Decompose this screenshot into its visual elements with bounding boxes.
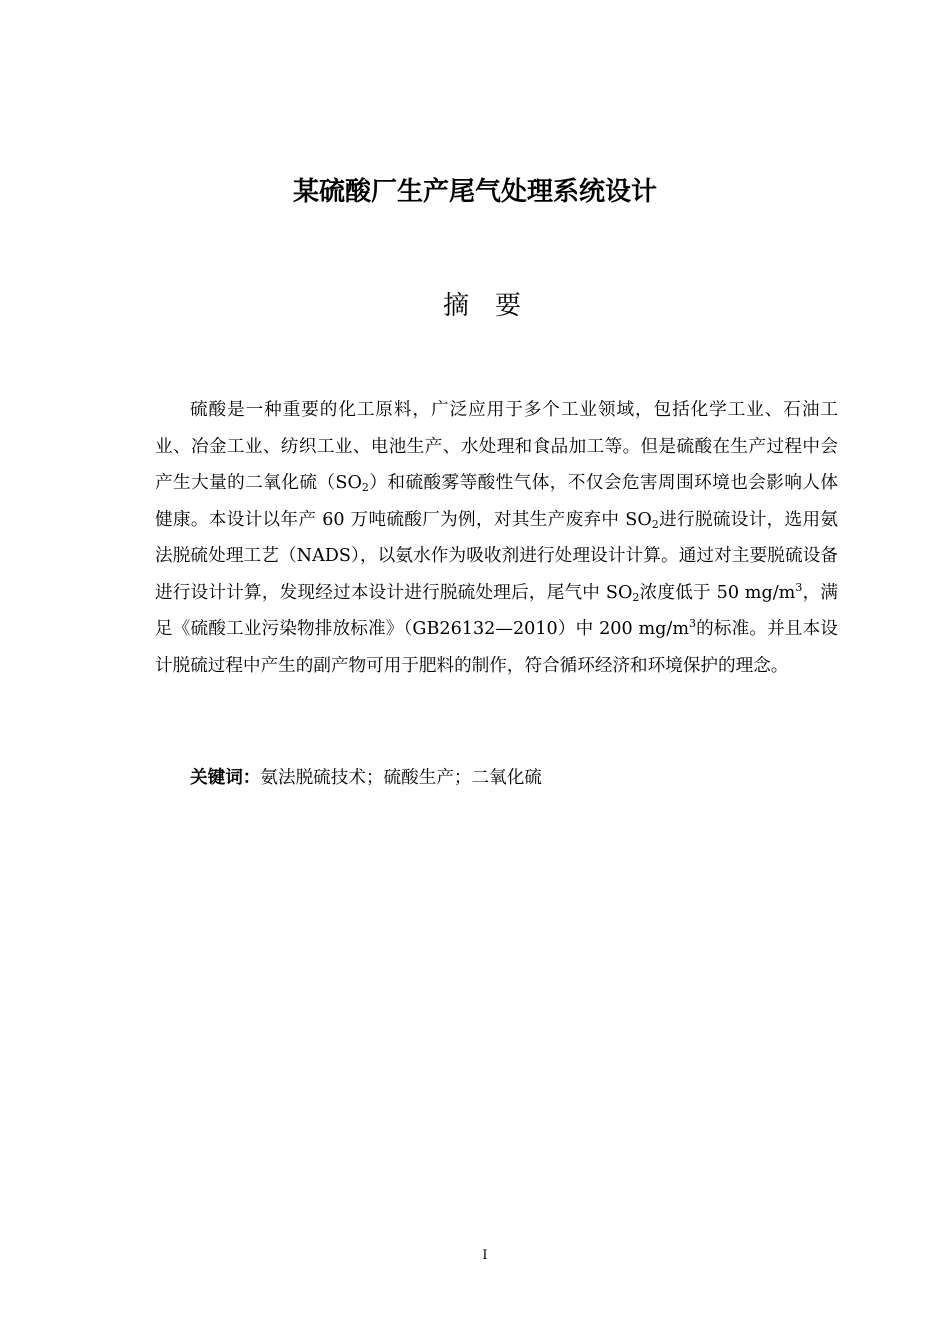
abstract-text-2: ）和硫酸雾等酸性气体，不仅会危害周围环境也会影响人体健康。本设计以年产 60 万吨硫酸厂为例，对其生产废弃中 SO	[155, 473, 838, 530]
keywords-text: 氨法脱硫技术；硫酸生产；二氧化硫	[260, 768, 542, 788]
page-number: I	[482, 1248, 488, 1263]
abstract-text-4: 浓度低于 50 mg/m	[639, 582, 796, 603]
keywords-label: 关键词：	[190, 768, 261, 788]
subscript-2: 2	[651, 517, 659, 531]
superscript-3: 3	[689, 617, 696, 630]
abstract-text-3: 进行脱硫设计，选用氨法脱硫处理工艺（NADS），以氨水作为吸收剂进行处理设计计算。通过对主要脱硫设备进行设计计算，发现经过本设计进行脱硫处理后，尾气中 SO	[155, 509, 838, 603]
document-title: 某硫酸厂生产尾气处理系统设计	[292, 177, 657, 207]
keywords-line	[190, 763, 542, 793]
subscript-2: 2	[632, 590, 640, 604]
abstract-heading: 摘要	[442, 291, 547, 321]
abstract-text-5: ，满足《硫酸工业污染物排放标准》（GB26132—2010）中 200 mg/m	[155, 582, 838, 639]
abstract-text-1: 硫酸是一种重要的化工原料，广泛应用于多个工业领域，包括化学工业、石油工业、冶金工业、纺织工业、电池生产、水处理和食品加工等。但是硫酸在生产过程中会产生大量的二氧化硫（SO	[155, 400, 838, 493]
subscript-2: 2	[361, 481, 369, 494]
abstract-text-6: 的标准。并且本设计脱硫过程中产生的副产物可用于肥料的制作，符合循环经济和环境保护的理念。	[155, 619, 838, 676]
superscript-3: 3	[795, 580, 803, 594]
abstract-body	[155, 392, 838, 684]
